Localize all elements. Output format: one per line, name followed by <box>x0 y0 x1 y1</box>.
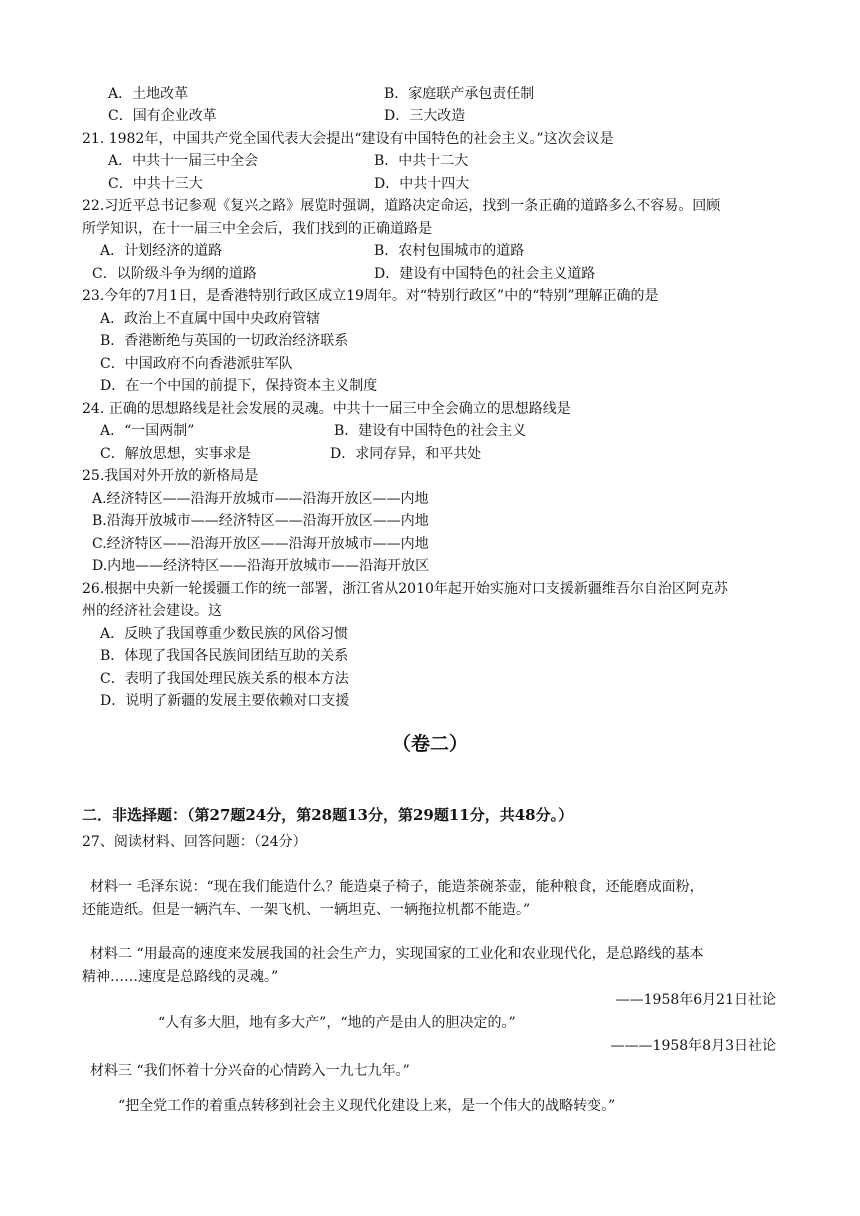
part-two-heading: 二．非选择题：（第27题24分，第28题13分，第29题11分，共48分。） <box>82 806 574 824</box>
q24-option-a: A．“一国两制” <box>100 423 195 439</box>
q22-stem-cont: 所学知识，在十一届三中全会后，我们找到的正确道路是 <box>82 221 432 237</box>
q27-material-two-quote2: “人有多大胆，地有多大产”，“地的产是由人的胆决定的。” <box>158 1015 516 1031</box>
q25-option-b: B.沿海开放城市——经济特区——沿海开放区——内地 <box>92 513 429 529</box>
q22-option-d: D．建设有中国特色的社会主义道路 <box>374 266 596 282</box>
q23-option-b: B．香港断绝与英国的一切政治经济联系 <box>100 333 349 349</box>
q27-material-three-line2: “把全党工作的着重点转移到社会主义现代化建设上来，是一个伟大的战略转变。” <box>118 1098 616 1114</box>
q21-stem: 21. 1982年，中国共产党全国代表大会提出“建设有中国特色的社会主义。”这次会议是 <box>82 131 614 147</box>
q27-material-two-line2: 精神……速度是总路线的灵魂。” <box>82 969 279 985</box>
q23-option-d: D．在一个中国的前提下，保持资本主义制度 <box>100 378 378 394</box>
q26-stem: 26.根据中央新一轮援疆工作的统一部署，浙江省从2010年起开始实施对口支援新疆维吾尔自治区阿克苏 <box>82 581 728 597</box>
q22-option-a: A．计划经济的道路 <box>100 243 223 259</box>
q27-material-two-source1: ——1958年6月21日社论 <box>615 992 776 1008</box>
q20-option-d: D．三大改造 <box>384 108 466 124</box>
q22-option-c: C．以阶级斗争为纲的道路 <box>92 266 257 282</box>
q20-option-c: C．国有企业改革 <box>108 108 217 124</box>
q25-option-d: D.内地——经济特区——沿海开放城市——沿海开放区 <box>92 558 430 574</box>
q22-option-b: B．农村包围城市的道路 <box>374 243 525 259</box>
q26-option-d: D．说明了新疆的发展主要依赖对口支援 <box>100 693 350 709</box>
q23-stem: 23.今年的7月1日，是香港特别行政区成立19周年。对“特别行政区”中的“特别”理解正确的是 <box>82 288 659 304</box>
q26-option-a: A．反映了我国尊重少数民族的风俗习惯 <box>100 626 349 642</box>
q24-stem: 24. 正确的思想路线是社会发展的灵魂。中共十一届三中全会确立的思想路线是 <box>82 401 571 417</box>
q26-option-c: C．表明了我国处理民族关系的根本方法 <box>100 671 349 687</box>
q24-option-d: D．求同存异，和平共处 <box>330 446 482 462</box>
q27-material-two-line1: 材料二 “用最高的速度来发展我国的社会生产力，实现国家的工业化和农业现代化，是总路线的基本 <box>90 946 704 962</box>
q20-option-b: B．家庭联产承包责任制 <box>384 86 535 102</box>
q23-option-a: A．政治上不直属中国中央政府管辖 <box>100 311 321 327</box>
q27-material-two-source2: ———1958年8月3日社论 <box>610 1038 776 1054</box>
q26-stem-cont: 州的经济社会建设。这 <box>82 603 222 619</box>
q27-material-one-line2: 还能造纸。但是一辆汽车、一架飞机、一辆坦克、一辆拖拉机都不能造。” <box>82 902 531 918</box>
q25-stem: 25.我国对外开放的新格局是 <box>82 468 259 484</box>
q24-option-c: C．解放思想，实事求是 <box>100 446 251 462</box>
q21-option-a: A．中共十一届三中全会 <box>108 153 259 169</box>
q24-option-b: B．建设有中国特色的社会主义 <box>334 423 527 439</box>
q26-option-b: B．体现了我国各民族间团结互助的关系 <box>100 648 349 664</box>
q21-option-c: C．中共十三大 <box>108 176 203 192</box>
q23-option-c: C．中国政府不向香港派驻军队 <box>100 356 293 372</box>
q20-option-a: A．土地改革 <box>108 86 189 102</box>
q21-option-b: B．中共十二大 <box>374 153 469 169</box>
q25-option-c: C.经济特区——沿海开放区——沿海开放城市——内地 <box>92 536 429 552</box>
q21-option-d: D．中共十四大 <box>374 176 470 192</box>
q27-material-one-line1: 材料一 毛泽东说：“现在我们能造什么？能造桌子椅子，能造茶碗茶壶，能种粮食，还能磨成面粉， <box>90 879 704 895</box>
q27-material-three-line1: 材料三 “我们怀着十分兴奋的心情跨入一九七九年。” <box>90 1063 410 1079</box>
q27-stem: 27、阅读材料、回答问题：（24分） <box>82 834 307 850</box>
volume-two-title: （卷二） <box>391 733 468 755</box>
q25-option-a: A.经济特区——沿海开放城市——沿海开放区——内地 <box>92 491 429 507</box>
q22-stem: 22.习近平总书记参观《复兴之路》展览时强调，道路决定命运，找到一条正确的道路多么不容易。回顾 <box>82 198 721 214</box>
